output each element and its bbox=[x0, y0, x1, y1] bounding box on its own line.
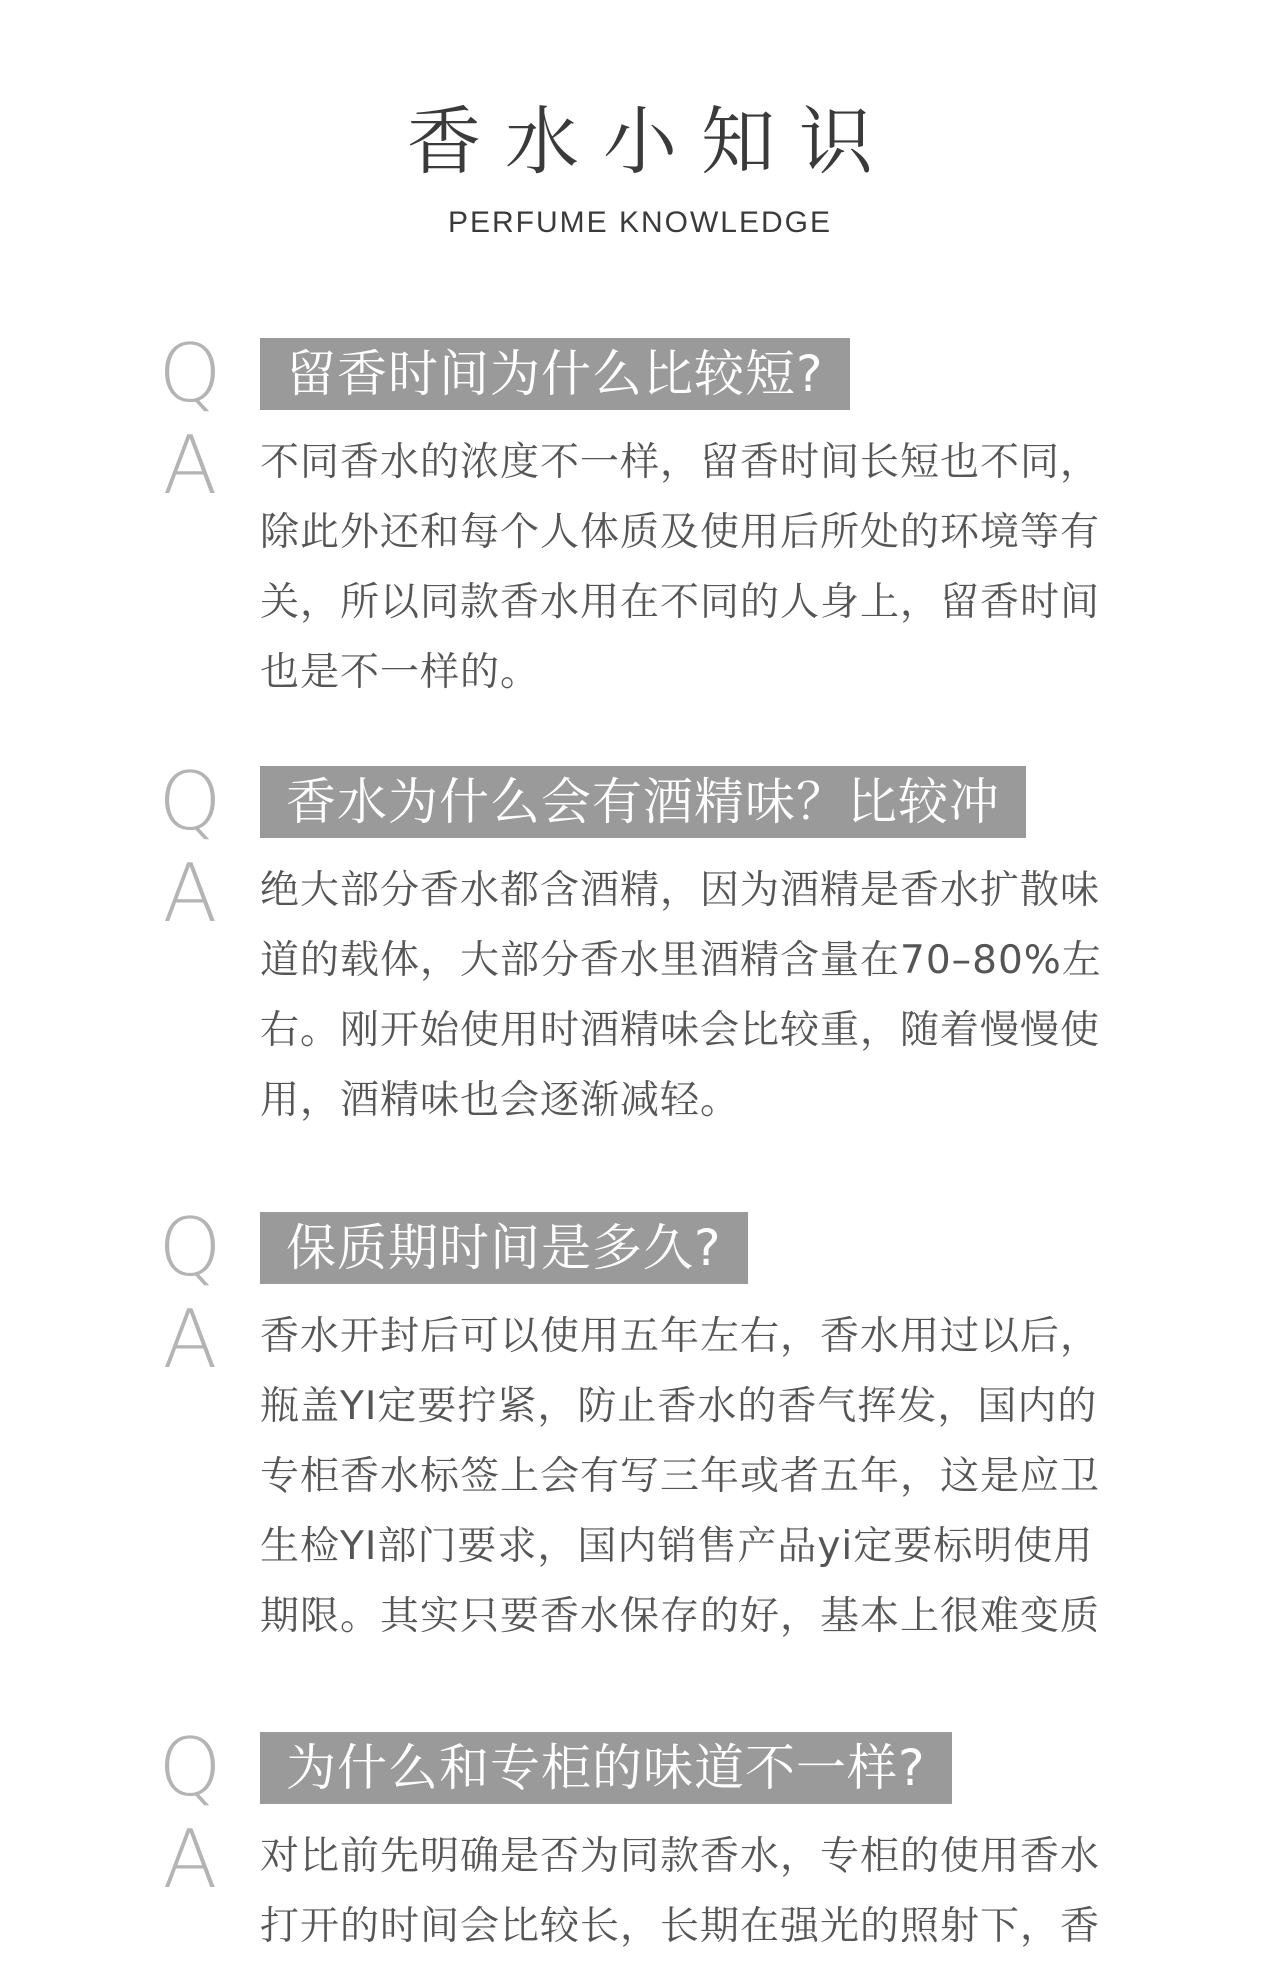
answer-line: 打开的时间会比较长，长期在强光的照射下，香 bbox=[260, 1904, 1101, 1949]
answer-line: 右。刚开始使用时酒精味会比较重，随着慢慢使 bbox=[260, 1008, 1101, 1053]
question-heading: 香水为什么会有酒精味？比较冲 bbox=[260, 766, 1026, 838]
answer-line: 香水开封后可以使用五年左右，香水用过以后， bbox=[260, 1314, 1101, 1359]
page-subtitle: PERFUME KNOWLEDGE bbox=[447, 206, 833, 239]
answer-line: 对比前先明确是否为同款香水，专柜的使用香水 bbox=[260, 1834, 1101, 1879]
answer-line: 期限。其实只要香水保存的好，基本上很难变质 bbox=[260, 1594, 1101, 1639]
answer-line: 生检YI部门要求，国内销售产品yi定要标明使用 bbox=[260, 1524, 1094, 1569]
q-icon: Q bbox=[158, 1201, 222, 1294]
answer-line: 除此外还和每个人体质及使用后所处的环境等有 bbox=[260, 510, 1101, 555]
answer-line: 道的载体，大部分香水里酒精含量在70–80%左 bbox=[260, 938, 1102, 983]
answer-text bbox=[260, 428, 1130, 708]
answer-line: 绝大部分香水都含酒精，因为酒精是香水扩散味 bbox=[260, 868, 1101, 913]
answer-line: 也是不一样的。 bbox=[260, 650, 541, 695]
a-icon: A bbox=[162, 1813, 218, 1906]
answer-line: 不同香水的浓度不一样，留香时间长短也不同， bbox=[260, 440, 1101, 485]
q-icon: Q bbox=[158, 1721, 222, 1814]
a-icon: A bbox=[162, 847, 218, 940]
answer-text bbox=[260, 1822, 1130, 1962]
q-icon: Q bbox=[158, 755, 222, 848]
a-icon: A bbox=[162, 419, 218, 512]
a-icon: A bbox=[162, 1293, 218, 1386]
question-heading: 留香时间为什么比较短? bbox=[260, 338, 850, 410]
page-title: 香水小知识 bbox=[407, 99, 897, 185]
question-heading: 保质期时间是多久? bbox=[260, 1212, 748, 1284]
q-icon: Q bbox=[158, 327, 222, 420]
question-heading: 为什么和专柜的味道不一样? bbox=[260, 1732, 952, 1804]
answer-line: 用，酒精味也会逐渐减轻。 bbox=[260, 1078, 741, 1123]
answer-text bbox=[260, 1302, 1130, 1652]
answer-line: 瓶盖YI定要拧紧，防止香水的香气挥发，国内的 bbox=[260, 1384, 1098, 1429]
answer-text bbox=[260, 856, 1130, 1136]
answer-line: 专柜香水标签上会有写三年或者五年，这是应卫 bbox=[260, 1454, 1101, 1499]
answer-line: 关，所以同款香水用在不同的人身上，留香时间 bbox=[260, 580, 1101, 625]
